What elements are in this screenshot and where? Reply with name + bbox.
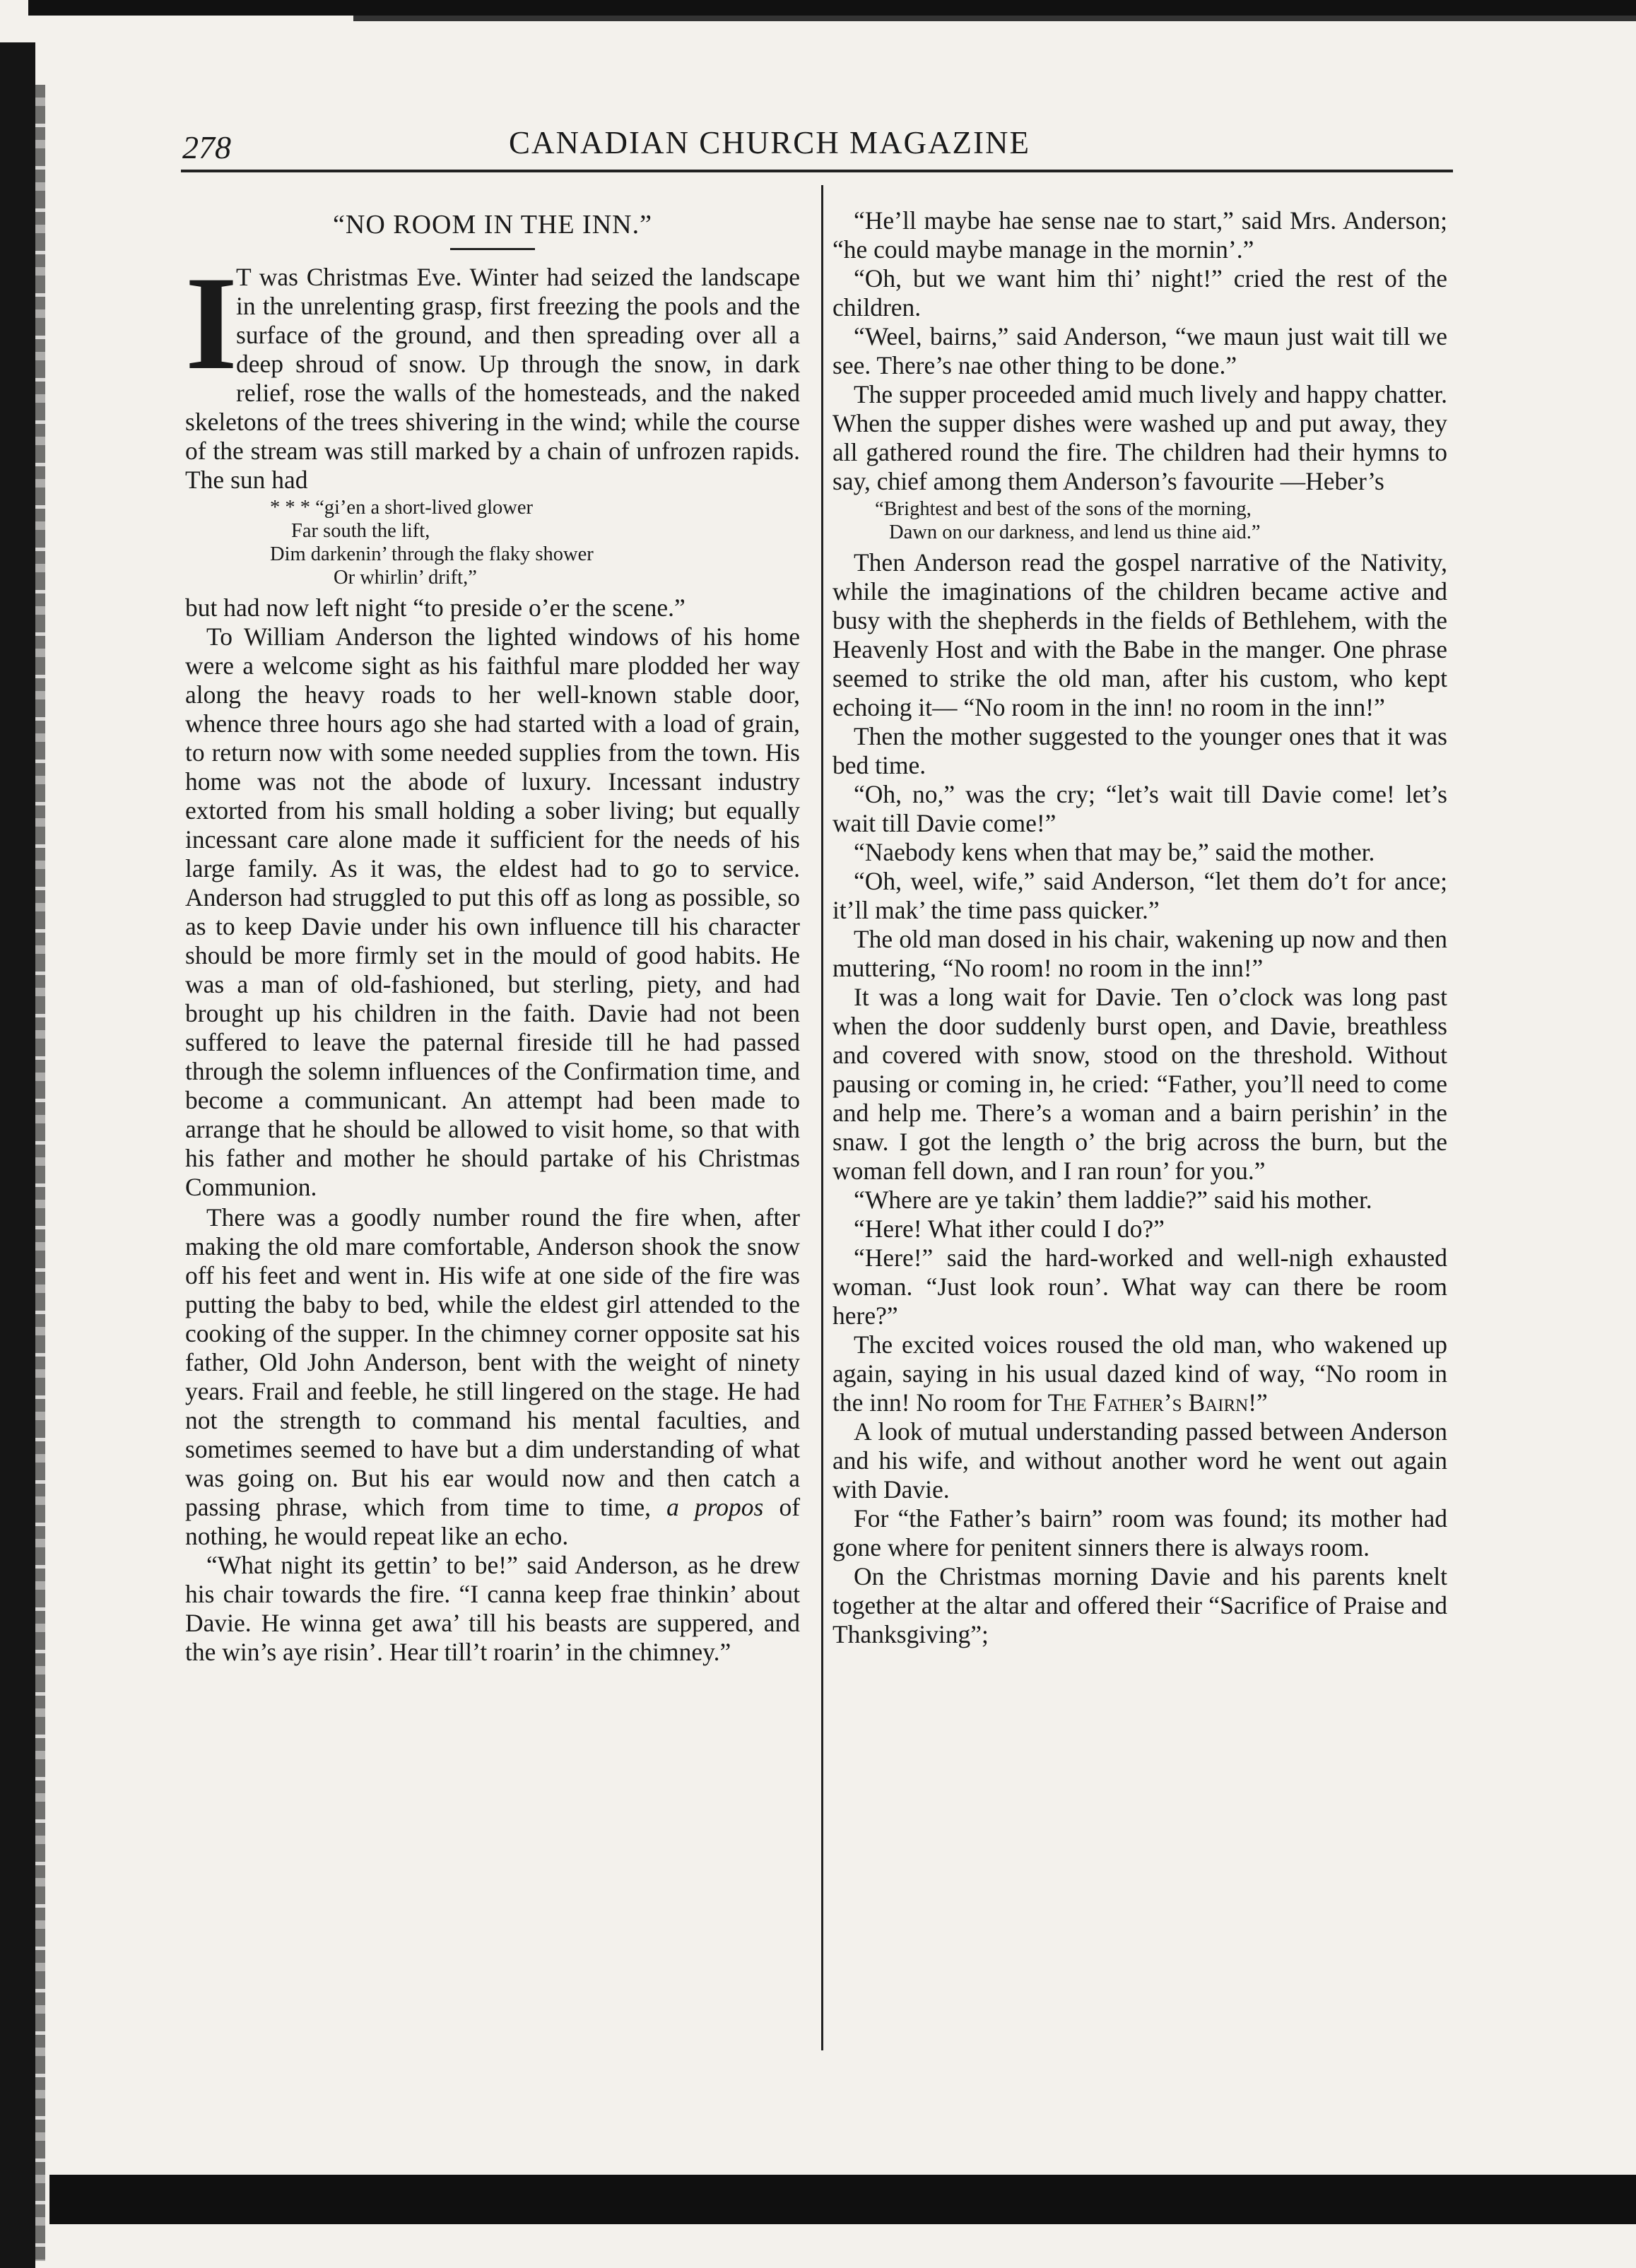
- scan-border-left: [0, 42, 35, 2268]
- paragraph: The supper proceeded amid much lively and happy chatter. When the supper dishes were washed up and put away, they all gathered round the fire. The children had their hymns to say, chief among them Anderson’s favourite —Heber’s: [832, 380, 1447, 495]
- page-number: 278: [182, 129, 231, 165]
- verse-line: Dawn on our darkness, and lend us thine aid.”: [889, 521, 1261, 543]
- verse-line: Or whirlin’ drift,”: [334, 567, 477, 589]
- scan-border-bottom: [49, 2175, 1636, 2224]
- verse-line: Dim darkenin’ through the flaky shower: [270, 543, 594, 565]
- paragraph-text: The excited voices roused the old man, who wakened up again, saying in his usual dazed kind of way, “No room in the inn! No room for: [832, 1330, 1447, 1417]
- paragraph: To William Anderson the lighted windows of his home were a welcome sight as his faithful mare plodded her way along the heavy roads to her well-known stable door, whence three hours ago she had started with a load of grain, to return now with some needed supplies from the town. His home was not the abode of luxury. Incessant industry extorted from his small holding a sober living; but equally incessant care alone made it sufficient for the needs of his large family. As it was, the eldest had to go to service. Anderson had struggled to put this off as long as possible, so as to keep Davie under his own influence till his character should be more firmly set in the mould of good habits. He was a man of old-fashioned, but sterling, piety, and had brought up his children in the faith. Davie had not been suffered to leave the paternal fireside till he had passed through the solemn influences of the Confirmation time, and become a communicant. An attempt had been made to arrange that he should be allowed to visit home, so that with his father and mother he should partake of his Christmas Communion.: [185, 622, 800, 1201]
- paragraph: “Weel, bairns,” said Anderson, “we maun just wait till we see. There’s nae other thing to be done.”: [832, 322, 1447, 379]
- paragraph: “Here! What ither could I do?”: [854, 1215, 1165, 1243]
- paragraph: “What night its gettin’ to be!” said Anderson, as he drew his chair towards the fire. “I canna keep frae thinkin’ about Davie. He winna get awa’ till his beasts are suppered, and the win’s aye risin’. Hear till’t roarin’ in the chimney.”: [185, 1551, 800, 1666]
- paragraph: [832, 1330, 1447, 1417]
- paragraph-text: T was Christmas Eve. Winter had seized the landscape in the unrelenting grasp, first freezing the pools and the surface of the ground, and then spreading over all a deep shroud of snow. Up through the snow, in dark relief, rose the walls of the homesteads, and the naked skeletons of the trees shivering in the wind; while the course of the stream was still marked by a chain of unfrozen rapids. The sun had: [185, 263, 800, 494]
- scan-border-top: [28, 0, 1636, 16]
- verse-quote: [832, 497, 1447, 544]
- paragraph: “Oh, but we want him thi’ night!” cried the rest of the children.: [832, 264, 1447, 321]
- small-caps-phrase: The Father’s Bairn: [1047, 1388, 1249, 1417]
- paragraph: Then Anderson read the gospel narrative of the Nativity, while the imaginations of the children became active and busy with the shepherds in the fields of Bethlehem, with the Heavenly Host and with the Babe in the manger. One phrase seemed to strike the old man, after his custom, who kept echoing it— “No room in the inn! no room in the inn!”: [832, 548, 1447, 721]
- paragraph: “Here!” said the hard-worked and well-nigh exhausted woman. “Just look roun’. What way can there be room here?”: [832, 1244, 1447, 1330]
- right-column: [832, 206, 1447, 1649]
- verse-line: Far south the lift,: [291, 520, 430, 542]
- paragraph: [185, 249, 800, 495]
- paragraph-text: There was a goodly number round the fire when, after making the old mare comfortable, Anderson shook the snow off his feet and went in. His wife at one side of the fire was putting the baby to bed, while the eldest girl attended to the cooking of the supper. In the chimney corner opposite sat his father, Old John Anderson, bent with the weight of ninety years. Frail and feeble, he still lingered on the stage. He had not the strength to command his mental faculties, and sometimes seemed to have but a dim understanding of what was going on. But his ear would now and then catch a passing phrase, which from time to time,: [185, 1203, 800, 1521]
- scan-border-top-thin: [353, 16, 1636, 21]
- paragraph: “Oh, no,” was the cry; “let’s wait till Davie come! let’s wait till Davie come!”: [832, 780, 1447, 837]
- paragraph: Then the mother suggested to the younger ones that it was bed time.: [832, 722, 1447, 779]
- paragraph: “He’ll maybe hae sense nae to start,” said Mrs. Anderson; “he could maybe manage in the mornin’.”: [832, 206, 1447, 264]
- paragraph: [185, 1203, 800, 1551]
- paragraph: but had now left night “to preside o’er the scene.”: [185, 593, 685, 622]
- title-rule: [450, 248, 535, 250]
- running-title: CANADIAN CHURCH MAGAZINE: [509, 125, 1030, 160]
- verse-line: “Brightest and best of the sons of the morning,: [875, 498, 1252, 520]
- paragraph-text: !”: [1248, 1388, 1268, 1417]
- paragraph: A look of mutual understanding passed between Anderson and his wife, and without another word he went out again with Davie.: [832, 1417, 1447, 1504]
- scan-page-edge: [35, 85, 45, 2261]
- drop-cap: I: [185, 249, 237, 398]
- paragraph: “Where are ye takin’ them laddie?” said his mother.: [854, 1186, 1372, 1214]
- article-title: “NO ROOM IN THE INN.”: [333, 210, 652, 240]
- column-divider: [821, 185, 823, 2050]
- paragraph-text: of nothing, he would repeat like an echo.: [185, 1493, 801, 1550]
- paragraph: For “the Father’s bairn” room was found; its mother had gone where for penitent sinners there is always room.: [832, 1504, 1447, 1561]
- left-column: [185, 205, 800, 1667]
- paragraph: It was a long wait for Davie. Ten o’clock was long past when the door suddenly burst open, and Davie, breathless and covered with snow, stood on the threshold. Without pausing or coming in, he cried: “Father, you’ll need to come and help me. There’s a woman and a bairn perishin’ in the snaw. I got the length o’ the brig across the burn, but the woman fell down, and I ran roun’ for you.”: [832, 983, 1447, 1185]
- paragraph: On the Christmas morning Davie and his parents knelt together at the altar and offered their “Sacrifice of Praise and Thanksgiving”;: [832, 1562, 1447, 1648]
- paragraph: The old man dosed in his chair, wakening up now and then muttering, “No room! no room in the inn!”: [832, 925, 1447, 982]
- header-rule: [181, 170, 1453, 172]
- paragraph: “Naebody kens when that may be,” said the mother.: [854, 838, 1375, 866]
- verse-quote: [185, 496, 800, 589]
- verse-line: * * * “gi’en a short-lived glower: [270, 497, 533, 519]
- paragraph: “Oh, weel, wife,” said Anderson, “let them do’t for ance; it’ll mak’ the time pass quicker.”: [832, 867, 1447, 924]
- italic-phrase: a propos: [666, 1493, 764, 1521]
